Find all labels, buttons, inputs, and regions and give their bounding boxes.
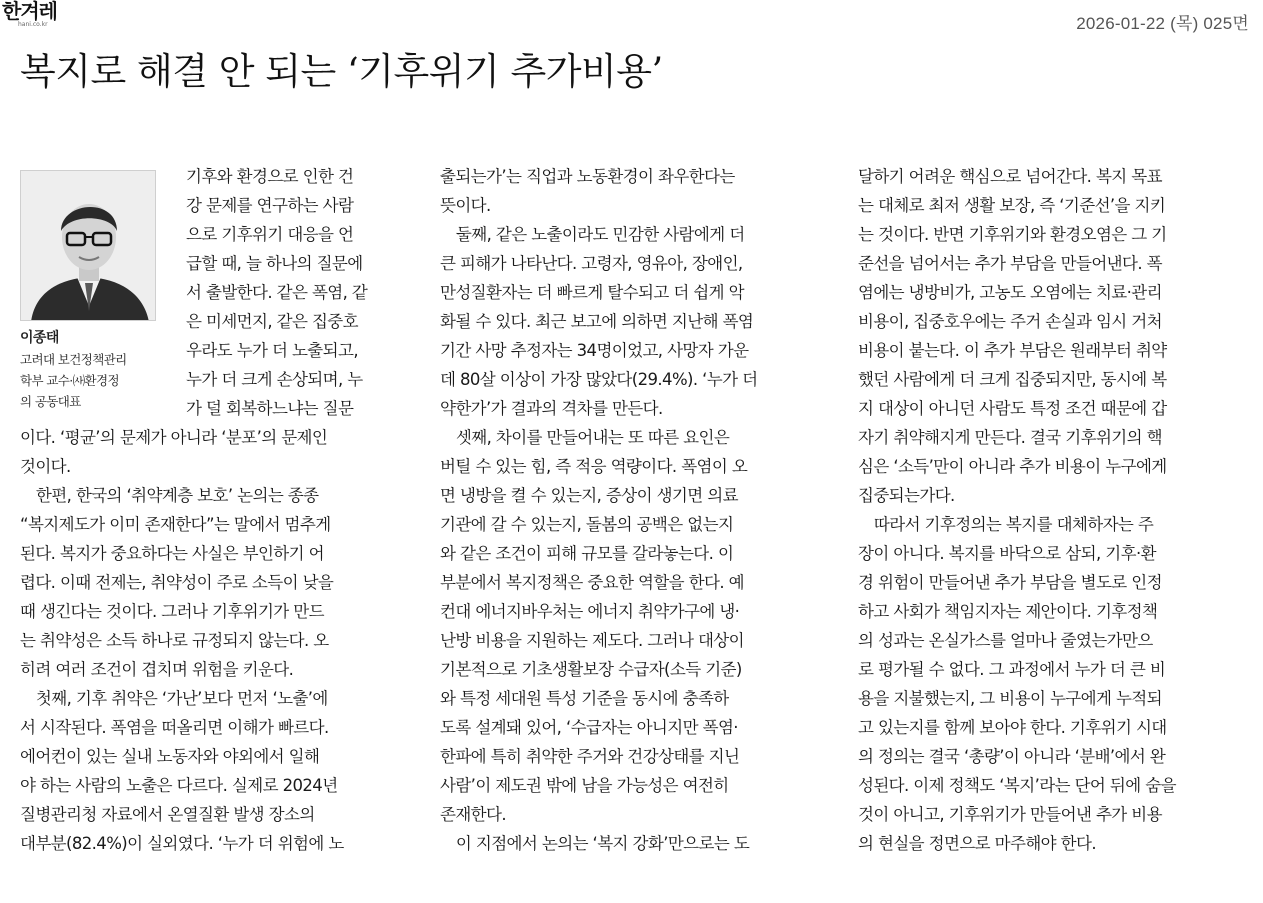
text-line: 큰 피해가 나타난다. 고령자, 영유아, 장애인, xyxy=(440,254,743,273)
text-line: 서 시작된다. 폭염을 떠올리면 이해가 빠르다. xyxy=(20,718,329,737)
text-line: 만성질환자는 더 빠르게 탈수되고 더 쉽게 악 xyxy=(440,283,744,302)
text-line: 된다. 복지가 중요하다는 사실은 부인하기 어 xyxy=(20,544,324,563)
text-line: 급할 때, 늘 하나의 질문에 xyxy=(186,254,363,273)
text-line: 는 취약성은 소득 하나로 규정되지 않는다. 오 xyxy=(20,631,329,650)
text-line: 는 것이다. 반면 기후위기와 환경오염은 그 기 xyxy=(858,225,1167,244)
text-line: 출되는가’는 직업과 노동환경이 좌우한다는 xyxy=(440,167,735,186)
logo-text: 한겨레 xyxy=(2,0,57,23)
text-line: 때 생긴다는 것이다. 그러나 기후위기가 만드 xyxy=(20,602,324,621)
text-line: 도록 설계돼 있어, ‘수급자는 아니지만 폭염· xyxy=(440,718,738,737)
text-line: 으로 기후위기 대응을 언 xyxy=(186,225,354,244)
text-line: 부분에서 복지정책은 중요한 역할을 한다. 예 xyxy=(440,573,744,592)
text-line: 의 현실을 정면으로 마주해야 한다. xyxy=(858,834,1096,853)
newspaper-logo xyxy=(2,0,62,30)
text-line: 고 있는지를 함께 보아야 한다. 기후위기 시대 xyxy=(858,718,1167,737)
text-line: 장이 아니다. 복지를 바닥으로 삼되, 기후·환 xyxy=(858,544,1156,563)
text-line: 집중되는가다. xyxy=(858,486,955,505)
text-line: 컨대 에너지바우처는 에너지 취약가구에 냉· xyxy=(440,602,740,621)
text-line: 기관에 갈 수 있는지, 돌봄의 공백은 없는지 xyxy=(440,515,734,534)
text-line: 자기 취약해지게 만든다. 결국 기후위기의 핵 xyxy=(858,428,1162,447)
text-line: 성된다. 이제 정책도 ‘복지’라는 단어 뒤에 숨을 xyxy=(858,776,1176,795)
text-line: 질병관리청 자료에서 온열질환 발생 장소의 xyxy=(20,805,315,824)
text-line: 기본적으로 기초생활보장 수급자(소득 기준) xyxy=(440,660,742,679)
text-line: 비용이 붙는다. 이 추가 부담은 원래부터 취약 xyxy=(858,341,1167,360)
article-column-1 xyxy=(20,162,412,858)
author-title-line: 고려대 보건정책관리 xyxy=(20,352,127,367)
text-line: 하고 사회가 책임지자는 제안이다. 기후정책 xyxy=(858,602,1158,621)
text-line: 대부분(82.4%)이 실외였다. ‘누가 더 위험에 노 xyxy=(20,834,344,853)
text-line: 달하기 어려운 핵심으로 넘어간다. 복지 목표 xyxy=(858,167,1162,186)
text-line: 우라도 누가 더 노출되고, xyxy=(186,341,358,360)
author-title-line: 의 공동대표 xyxy=(20,394,81,409)
text-line: 데 80살 이상이 가장 많았다(29.4%). ‘누가 더 xyxy=(440,370,758,389)
text-line: 사람’이 제도권 밖에 남을 가능성은 여전히 xyxy=(440,776,729,795)
text-line: “복지제도가 이미 존재한다”는 말에서 멈추게 xyxy=(20,515,331,534)
text-line: 화될 수 있다. 최근 보고에 의하면 지난해 폭염 xyxy=(440,312,754,331)
text-line: 가 덜 회복하느냐는 질문 xyxy=(186,399,354,418)
text-line: 와 같은 조건이 피해 규모를 갈라놓는다. 이 xyxy=(440,544,734,563)
text-line: 뜻이다. xyxy=(440,196,491,215)
text-line: 누가 더 크게 손상되며, 누 xyxy=(186,370,363,389)
text-line: 로 평가될 수 없다. 그 과정에서 누가 더 큰 비 xyxy=(858,660,1166,679)
text-line: 와 특정 세대원 특성 기준을 동시에 충족하 xyxy=(440,689,729,708)
text-line: 은 미세먼지, 같은 집중호 xyxy=(186,312,358,331)
logo-subtext: hani.co.kr xyxy=(18,21,48,28)
text-line: 버틸 수 있는 힘, 즉 적응 역량이다. 폭염이 오 xyxy=(440,457,748,476)
text-line: 는 대체로 최저 생활 보장, 즉 ‘기준선’을 지키 xyxy=(858,196,1166,215)
text-line: 의 정의는 결국 ‘총량’이 아니라 ‘분배’에서 완 xyxy=(858,747,1166,766)
article-column-2 xyxy=(440,162,832,858)
text-line: 히려 여러 조건이 겹치며 위험을 키운다. xyxy=(20,660,294,679)
text-line: 것이다. xyxy=(20,457,71,476)
text-line: 면 냉방을 켤 수 있는지, 증상이 생기면 의료 xyxy=(440,486,738,505)
text-line: 약한가’가 결과의 격차를 만든다. xyxy=(440,399,663,418)
text-line: 한편, 한국의 ‘취약계층 보호’ 논의는 종종 xyxy=(20,486,319,505)
publication-dateline: 2026-01-22 (목) 025면 xyxy=(1076,14,1249,33)
text-line: 한파에 특히 취약한 주거와 건강상태를 지닌 xyxy=(440,747,740,766)
text-line: 난방 비용을 지원하는 제도다. 그러나 대상이 xyxy=(440,631,744,650)
text-line: 강 문제를 연구하는 사람 xyxy=(186,196,354,215)
text-line: 렵다. 이때 전제는, 취약성이 주로 소득이 낮을 xyxy=(20,573,334,592)
text-line: 심은 ‘소득’만이 아니라 추가 비용이 누구에게 xyxy=(858,457,1167,476)
text-line: 이다. ‘평균’의 문제가 아니라 ‘분포’의 문제인 xyxy=(20,428,328,447)
text-line: 염에는 냉방비가, 고농도 오염에는 치료·관리 xyxy=(858,283,1162,302)
text-line: 용을 지불했는지, 그 비용이 누구에게 누적되 xyxy=(858,689,1162,708)
text-line: 준선을 넘어서는 추가 부담을 만들어낸다. 폭 xyxy=(858,254,1162,273)
text-line: 존재한다. xyxy=(440,805,507,824)
text-line: 기후와 환경으로 인한 건 xyxy=(186,167,354,186)
text-line: 서 출발한다. 같은 폭염, 같 xyxy=(186,283,368,302)
author-name: 이종태 xyxy=(20,330,59,346)
text-line: 둘째, 같은 노출이라도 민감한 사람에게 더 xyxy=(440,225,745,244)
text-line: 것이 아니고, 기후위기가 만들어낸 추가 비용 xyxy=(858,805,1162,824)
article-headline: 복지로 해결 안 되는 ‘기후위기 추가비용’ xyxy=(20,50,663,93)
text-line: 셋째, 차이를 만들어내는 또 따른 요인은 xyxy=(440,428,730,447)
text-line: 기간 사망 추정자는 34명이었고, 사망자 가운 xyxy=(440,341,749,360)
text-line: 의 성과는 온실가스를 얼마나 줄였는가만으 xyxy=(858,631,1153,650)
text-line: 첫째, 기후 취약은 ‘가난’보다 먼저 ‘노출’에 xyxy=(20,689,328,708)
article-column-3 xyxy=(858,162,1250,858)
author-title-line: 학부 교수·㈔환경정 xyxy=(20,373,119,388)
text-line: 지 대상이 아니던 사람도 특정 조건 때문에 갑 xyxy=(858,399,1167,418)
text-line: 에어컨이 있는 실내 노동자와 야외에서 일해 xyxy=(20,747,320,766)
text-line: 했던 사람에게 더 크게 집중되지만, 동시에 복 xyxy=(858,370,1167,389)
text-line: 이 지점에서 논의는 ‘복지 강화’만으로는 도 xyxy=(440,834,750,853)
text-line: 비용이, 집중호우에는 주거 손실과 임시 거처 xyxy=(858,312,1162,331)
text-line: 따라서 기후정의는 복지를 대체하자는 주 xyxy=(858,515,1154,534)
text-line: 경 위험이 만들어낸 추가 부담을 별도로 인정 xyxy=(858,573,1162,592)
text-line: 야 하는 사람의 노출은 다르다. 실제로 2024년 xyxy=(20,776,338,795)
